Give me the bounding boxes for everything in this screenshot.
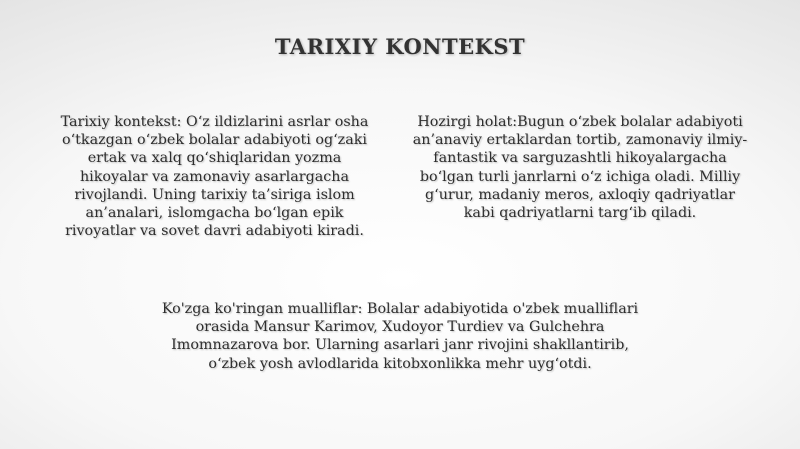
- notable-authors-paragraph: Ko'zga ko'ringan mualliflar: Bolalar adabiyotida o'zbek mualliflari orasida Mansur Karimov, Xudoyor Turdiev va Gulchehra Imomnazarova bor. Ularning asarlari janr rivojini shakllantirib, o‘zbek yosh avlodlarida kitobxonlikka mehr uyg‘otdi.: [161, 301, 639, 372]
- historical-context-paragraph: Tarixiy kontekst: O‘z ildizlarini asrlar osha o‘tkazgan o‘zbek bolalar adabiyoti og‘zaki ertak va xalq qo‘shiqlaridan yozma hikoyalar va zamonaviy asarlargacha rivojlandi. Uning tarixiy ta’siriga islom an’analari, islomgacha bo‘lgan epik rivoyatlar va sovet davri adabiyoti kiradi.: [60, 114, 369, 240]
- current-state-paragraph: Hozirgi holat:Bugun o‘zbek bolalar adabiyoti an’anaviy ertaklardan tortib, zamonaviy ilmiy-fantastik va sarguzashtli hikoyalargacha bo‘lgan turli janrlarni o‘z ichiga oladi. Milliy g‘urur, madaniy meros, axloqiy qadriyatlar kabi qadriyatlarni targ‘ib qiladi.: [412, 114, 748, 222]
- slide-title: TARIXIY KONTEKST: [274, 34, 526, 59]
